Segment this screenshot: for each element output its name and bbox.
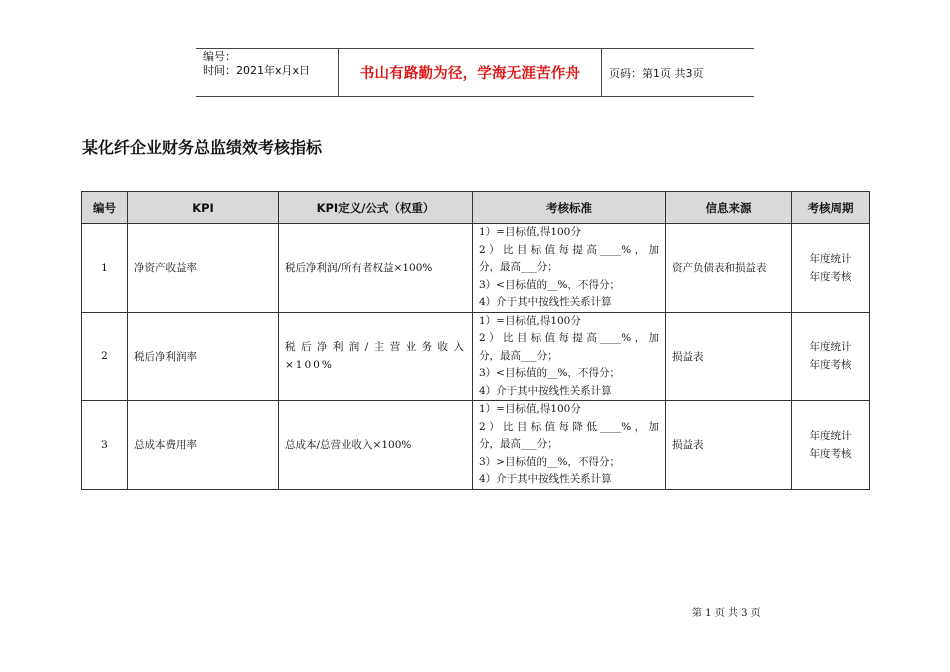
kpi-definition: 税后净利润/主营业务收入×100% bbox=[279, 312, 473, 401]
review-cycle bbox=[792, 224, 870, 313]
document-title: 某化纤企业财务总监绩效考核指标 bbox=[82, 138, 323, 157]
row-number: 3 bbox=[82, 401, 128, 490]
criteria-line: 3）>目标值的__%，不得分； bbox=[479, 455, 620, 468]
criteria-line: 2）比目标值每提高____%，加 bbox=[479, 332, 659, 344]
criteria-line: 4）介于其中按线性关系计算 bbox=[479, 296, 612, 308]
header-left-info bbox=[203, 50, 310, 78]
kpi-criteria bbox=[473, 312, 666, 401]
table-row bbox=[82, 401, 870, 490]
page-footer: 第 1 页 共 3 页 bbox=[692, 608, 761, 619]
criteria-line: 1）=目标值,得100分 bbox=[479, 403, 581, 415]
kpi-name: 总成本费用率 bbox=[128, 401, 279, 490]
info-source: 损益表 bbox=[666, 401, 792, 490]
kpi-criteria bbox=[473, 224, 666, 313]
kpi-table bbox=[81, 191, 870, 490]
header-cell-definition: KPI定义/公式（权重） bbox=[279, 192, 473, 224]
cycle-line: 年度统计 bbox=[809, 341, 852, 354]
cycle-line: 年度考核 bbox=[809, 270, 852, 283]
criteria-line: 2）比目标值每降低____%，加 bbox=[479, 420, 659, 433]
header-cell-no: 编号 bbox=[82, 192, 128, 224]
header-cell-kpi: KPI bbox=[128, 192, 279, 224]
kpi-definition: 税后净利润/所有者权益×100% bbox=[279, 224, 473, 313]
criteria-line: 分，最高___分； bbox=[479, 261, 558, 273]
header-motto-box bbox=[338, 48, 602, 96]
page-code: 页码：第1页 共3页 bbox=[609, 67, 704, 80]
cycle-line: 年度统计 bbox=[809, 429, 852, 442]
table-row bbox=[82, 312, 870, 401]
info-source: 资产负债表和损益表 bbox=[666, 224, 792, 313]
motto-text: 书山有路勤为径，学海无涯苦作舟 bbox=[359, 65, 581, 82]
header-bottom-rule bbox=[196, 96, 754, 97]
kpi-definition: 总成本/总营业收入×100% bbox=[279, 401, 473, 490]
table-header-row bbox=[82, 192, 870, 224]
kpi-name: 净资产收益率 bbox=[128, 224, 279, 313]
criteria-line: 3）<目标值的__%，不得分； bbox=[479, 278, 620, 291]
cycle-line: 年度考核 bbox=[809, 447, 852, 460]
kpi-criteria bbox=[473, 401, 666, 490]
criteria-line: 分，最高___分； bbox=[479, 438, 558, 450]
criteria-line: 4）介于其中按线性关系计算 bbox=[479, 384, 612, 397]
info-source: 损益表 bbox=[666, 312, 792, 401]
row-number: 1 bbox=[82, 224, 128, 313]
header-cell-source: 信息来源 bbox=[666, 192, 792, 224]
header-cell-cycle: 考核周期 bbox=[792, 192, 870, 224]
number-label: 编号： bbox=[203, 50, 236, 63]
table-row bbox=[82, 224, 870, 313]
criteria-line: 2）比目标值每提高____%，加 bbox=[479, 243, 659, 256]
review-cycle bbox=[792, 312, 870, 401]
cycle-line: 年度统计 bbox=[809, 252, 852, 265]
row-number: 2 bbox=[82, 312, 128, 401]
criteria-line: 1）=目标值,得100分 bbox=[479, 226, 581, 238]
time-label: 时间：2021年x月x日 bbox=[203, 64, 311, 77]
criteria-line: 1）=目标值,得100分 bbox=[479, 314, 581, 327]
criteria-line: 4）介于其中按线性关系计算 bbox=[479, 473, 612, 485]
review-cycle bbox=[792, 401, 870, 490]
criteria-line: 分，最高___分； bbox=[479, 349, 558, 362]
header-cell-criteria: 考核标准 bbox=[473, 192, 666, 224]
cycle-line: 年度考核 bbox=[809, 359, 852, 372]
criteria-line: 3）<目标值的__%，不得分； bbox=[479, 367, 620, 379]
kpi-name: 税后净利润率 bbox=[128, 312, 279, 401]
